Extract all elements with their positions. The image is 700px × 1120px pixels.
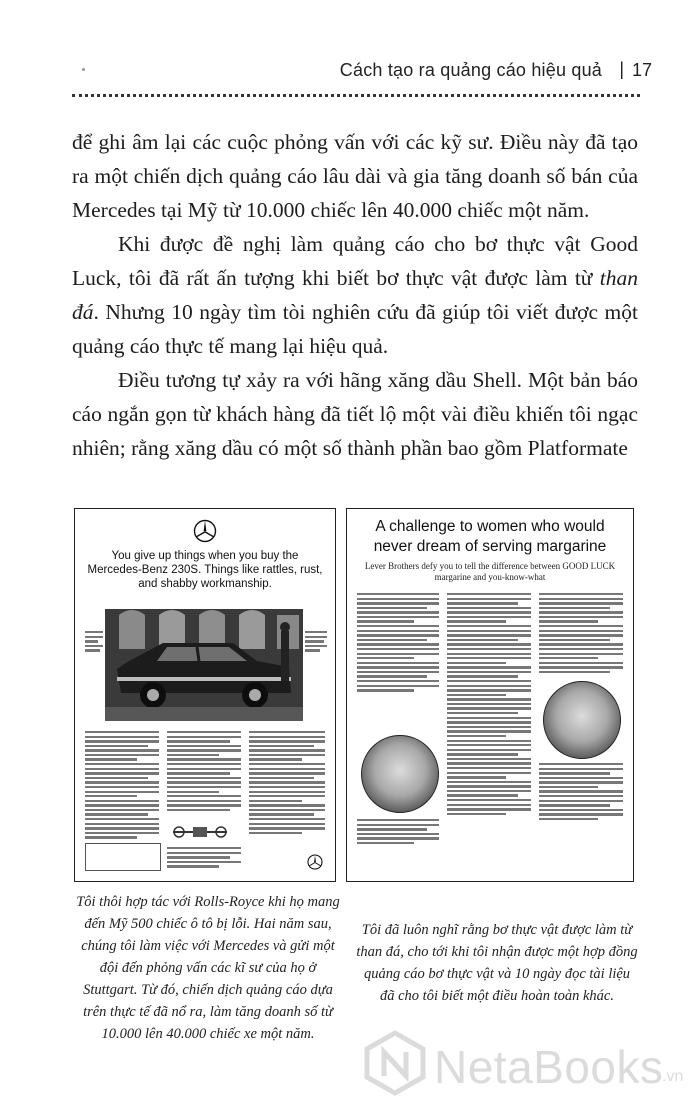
good-luck-ad-headline: A challenge to women who would never dream of serving margarine bbox=[373, 518, 607, 555]
body-copy-column-2 bbox=[167, 731, 241, 813]
body-copy-column-1 bbox=[85, 731, 159, 841]
page-number: 17 bbox=[631, 60, 652, 80]
header-separator: | bbox=[619, 59, 624, 79]
watermark-brand: NetaBooks bbox=[434, 1041, 664, 1093]
good-luck-ad-subhead: Lever Brothers defy you to tell the difference between GOOD LUCK margarine and you-know-what bbox=[364, 561, 616, 582]
body-copy-column-3 bbox=[249, 731, 325, 836]
watermark bbox=[362, 1026, 692, 1112]
mercedes-star-icon bbox=[193, 519, 217, 543]
good-luck-ad-image bbox=[346, 508, 634, 882]
ad-copy-column-2 bbox=[447, 593, 531, 817]
mercedes-ad-headline: You give up things when you buy the Mercedes-Benz 230S. Things like rattles, rust, and shabby workmanship. bbox=[87, 550, 323, 590]
margarine-tub-photo-left bbox=[361, 735, 439, 813]
paragraph-1: để ghi âm lại các cuộc phỏng vấn với các kỹ sư. Điều này đã tạo ra một chiến dịch quảng cáo lâu dài và gia tăng doanh số bán của Mercedes tại Mỹ từ 10.000 chiếc lên 40.000 chiếc một năm. bbox=[72, 130, 638, 222]
suspension-diagram bbox=[169, 823, 231, 841]
page-header bbox=[0, 60, 700, 90]
mercedes-ad-image bbox=[74, 508, 336, 882]
running-title: Cách tạo ra quảng cáo hiệu quả bbox=[339, 60, 602, 80]
netabooks-logo-icon bbox=[362, 1030, 428, 1096]
ad-copy-column-3 bbox=[539, 593, 623, 675]
paragraph-2-end: . Nhưng 10 ngày tìm tòi nghiên cứu đã giúp tôi viết được một quảng cáo thực tế mang lại hiệu quả. bbox=[72, 300, 638, 358]
watermark-suffix: .vn bbox=[662, 1068, 684, 1085]
ad-copy-column-3b bbox=[539, 763, 623, 823]
spec-table bbox=[85, 843, 161, 871]
car-photo bbox=[105, 609, 303, 721]
margarine-tub-photo-right bbox=[543, 681, 621, 759]
body-copy-column-2b bbox=[167, 847, 241, 870]
left-margin-copy bbox=[85, 631, 103, 654]
caption-right: Tôi đã luôn nghĩ rằng bơ thực vật được làm từ than đá, cho tới khi tôi nhận được một hợp đồng quảng cáo bơ thực vật và 10 ngày đọc tài liệu đã cho tôi biết một điều hoàn toàn khác. bbox=[356, 922, 638, 1004]
paragraph-2-start: Khi được đề nghị làm quảng cáo cho bơ thực vật Good Luck, tôi đã rất ấn tượng khi biết bơ thực vật được làm từ bbox=[72, 232, 638, 290]
ad-copy-column-1 bbox=[357, 593, 439, 694]
right-margin-copy bbox=[305, 631, 327, 654]
paragraph-2-emphasis: than đá bbox=[72, 266, 638, 324]
small-mercedes-star-icon bbox=[307, 854, 323, 870]
paragraph-2 bbox=[72, 227, 638, 363]
paragraph-3: Điều tương tự xảy ra với hãng xăng dầu Shell. Một bản báo cáo ngắn gọn từ khách hàng đã tiết lộ một vài điều khiến tôi ngạc nhiên; rằng xăng dầu có một số thành phần bao gồm Platformate bbox=[72, 368, 638, 460]
body-text bbox=[72, 125, 638, 465]
ad-copy-column-1b bbox=[357, 819, 439, 846]
caption-left: Tôi thôi hợp tác với Rolls-Royce khi họ mang đến Mỹ 500 chiếc ô tô bị lỗi. Hai năm sau, chúng tôi làm việc với Mercedes và gửi một đội đến phỏng vấn các kĩ sư của họ ở Stuttgart. Từ đó, chiến dịch quảng cáo dựa trên thực tế đã nổ ra, làm tăng doanh số từ 10.000 lên 40.000 chiếc xe một năm. bbox=[76, 894, 340, 1042]
header-dotted-rule bbox=[72, 94, 640, 97]
